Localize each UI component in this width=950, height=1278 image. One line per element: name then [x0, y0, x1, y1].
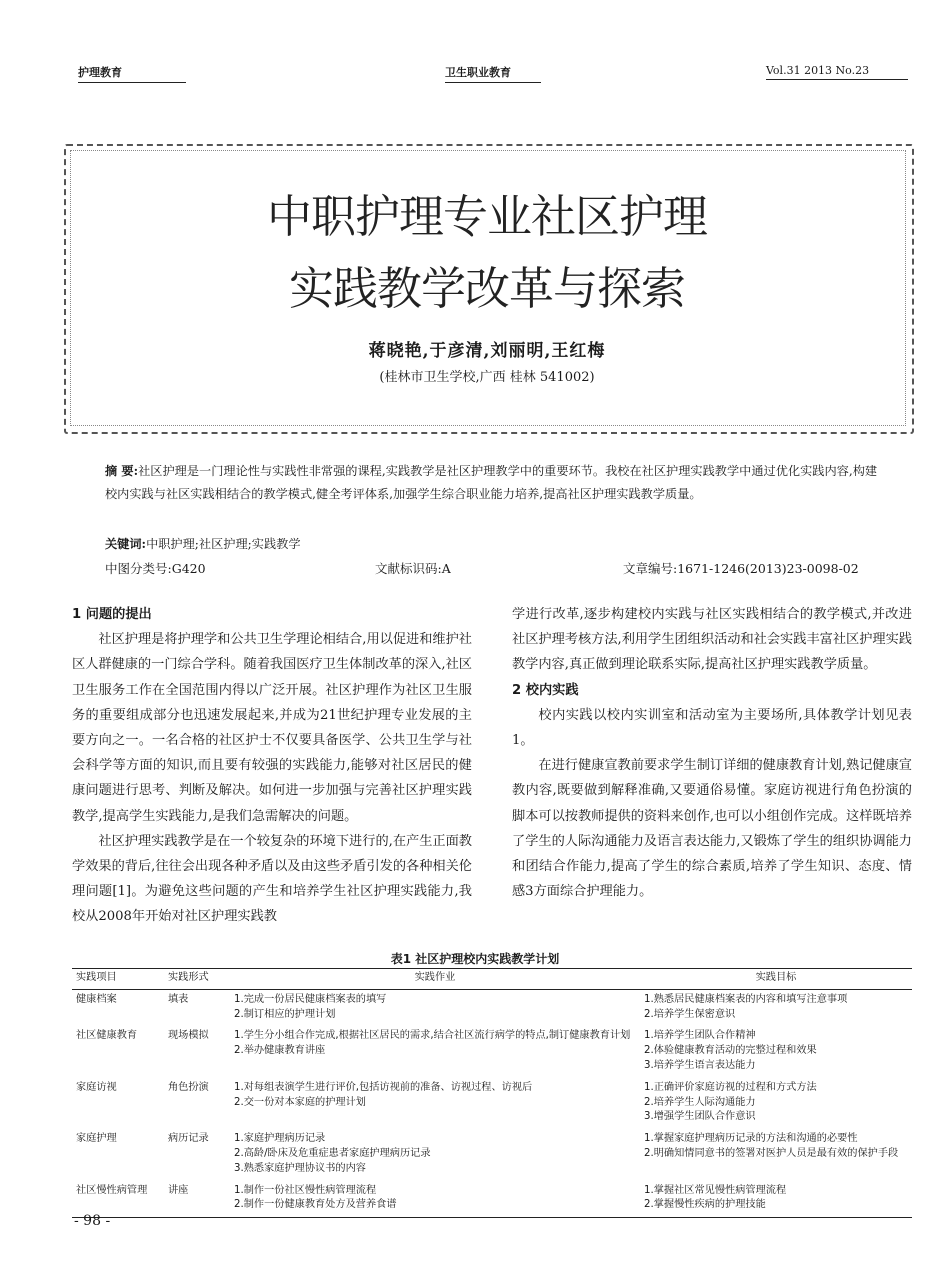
cell-practice-tasks-line: 2.举办健康教育讲座: [234, 1045, 326, 1057]
column-header: 实践目标: [640, 969, 912, 990]
cell-practice-tasks-line: 3.熟悉家庭护理协议书的内容: [234, 1162, 366, 1174]
practice-plan-table: [72, 968, 912, 1218]
document-code: 文献标识码:A: [375, 561, 451, 576]
cell-practice-tasks: [230, 1129, 640, 1180]
cell-practice-goals-line: 2.掌握慢性疾病的护理技能: [644, 1199, 766, 1211]
paragraph: 在进行健康宣教前要求学生制订详细的健康教育计划,熟记健康宣教内容,既要做到解释准确,又要通俗易懂。家庭访视进行角色扮演的脚本可以按教师提供的资料来创作,也可以小组创作完成。这样既培养了学生的人际沟通能力及语言表达能力,又锻炼了学生的组织协调能力和团结合作能力,提高了学生的综合素质,培养了学生知识、态度、情感3方面综合护理能力。: [512, 758, 912, 900]
paragraph: 社区护理实践教学是在一个较复杂的环境下进行的,在产生正面教学效果的背后,往往会出现各种矛盾以及由这些矛盾引发的各种相关伦理问题[1]。为避免这些问题的产生和培养学生社区护理实践能力,我校从2008年开始对社区护理实践教: [72, 833, 472, 925]
keywords: [105, 533, 885, 556]
cell-practice-item: 家庭访视: [76, 1081, 117, 1093]
body-column-right: [512, 602, 912, 904]
cell-practice-goals-line: 2.体验健康教育活动的完整过程和效果: [644, 1045, 817, 1057]
table-row: [72, 1129, 912, 1180]
cell-practice-goals-line: 2.明确知情同意书的签署对医护人员是最有效的保护手段: [644, 1147, 899, 1159]
table-row: [72, 1026, 912, 1077]
cell-practice-form: 填表: [168, 993, 189, 1005]
cell-practice-item: 社区健康教育: [76, 1030, 138, 1042]
cell-practice-goals-line: 3.培养学生语言表达能力: [644, 1059, 756, 1071]
body-column-left: [72, 602, 472, 930]
cell-practice-tasks-line: 1.对每组表演学生进行评价,包括访视前的准备、访视过程、访视后: [234, 1081, 533, 1093]
keywords-label: 关键词:: [105, 537, 147, 551]
cell-practice-goals-line: 1.掌握家庭护理病历记录的方法和沟通的必要性: [644, 1133, 858, 1145]
column-header: 实践项目: [72, 969, 164, 990]
cell-practice-goals-line: 1.掌握社区常见慢性病管理流程: [644, 1184, 787, 1196]
affiliation: (桂林市卫生学校,广西 桂林 541002): [379, 370, 595, 385]
column-header: 实践形式: [164, 969, 230, 990]
cell-practice-tasks: [230, 1078, 640, 1129]
cell-practice-form: 角色扮演: [168, 1081, 209, 1093]
table-row: [72, 1181, 912, 1218]
cell-practice-tasks-line: 2.制作一份健康教育处方及营养食谱: [234, 1199, 397, 1211]
table-body: [72, 989, 912, 1217]
running-header-section: 护理教育: [78, 64, 186, 83]
section-heading: 2 校内实践: [512, 682, 579, 698]
table-row: [72, 989, 912, 1026]
article-title-line2: 实践教学改革与探索: [288, 262, 685, 315]
cell-practice-tasks-line: 1.完成一份居民健康档案表的填写: [234, 993, 387, 1005]
cell-practice-tasks: [230, 1181, 640, 1218]
article-title-line1: 中职护理专业社区护理: [266, 190, 707, 243]
cell-practice-tasks: [230, 1026, 640, 1077]
cell-practice-tasks-line: 1.学生分小组合作完成,根据社区居民的需求,结合社区流行病学的特点,制订健康教育计划: [234, 1030, 631, 1042]
cell-practice-tasks-line: 2.高龄/卧床及危重症患者家庭护理病历记录: [234, 1147, 431, 1159]
clc-number: 中图分类号:G420: [105, 561, 206, 576]
abstract-text: 社区护理是一门理论性与实践性非常强的课程,实践教学是社区护理教学中的重要环节。我校在社区护理实践教学中通过优化实践内容,构建校内实践与社区实践相结合的教学模式,健全考评体系,加强学生综合职业能力培养,提高社区护理实践教学质量。: [105, 464, 878, 501]
page-number: - 98 -: [74, 1213, 111, 1229]
running-header-volume: Vol.31 2013 No.23: [766, 64, 908, 80]
column-header: 实践作业: [230, 969, 640, 990]
cell-practice-goals: [640, 1078, 912, 1129]
cell-practice-form: 病历记录: [168, 1133, 209, 1145]
paragraph-continued: 学进行改革,逐步构建校内实践与社区实践相结合的教学模式,并改进社区护理考核方法,利用学生团组织活动和社会实践丰富社区护理实践教学内容,真正做到理论联系实际,提高社区护理实践教学质量。: [512, 607, 912, 673]
cell-practice-goals-line: 1.熟悉居民健康档案表的内容和填写注意事项: [644, 993, 848, 1005]
cell-practice-goals: [640, 1026, 912, 1077]
cell-practice-goals-line: 1.正确评价家庭访视的过程和方式方法: [644, 1081, 817, 1093]
cell-practice-tasks-line: 1.家庭护理病历记录: [234, 1133, 326, 1145]
section-heading: 1 问题的提出: [72, 607, 152, 622]
abstract: [105, 460, 885, 506]
table-header-row: [72, 969, 912, 990]
cell-practice-goals-line: 2.培养学生保密意识: [644, 1008, 736, 1020]
table-row: [72, 1078, 912, 1129]
paragraph: 社区护理是将护理学和公共卫生学理论相结合,用以促进和维护社区人群健康的一门综合学科。随着我国医疗卫生体制改革的深入,社区卫生服务工作在全国范围内得以广泛开展。社区护理作为社区卫生服务的重要组成部分也迅速发展起来,并成为21世纪护理专业发展的主要方向之一。一名合格的社区护士不仅要具备医学、公共卫生学与社会科学等方面的知识,而且要有较强的实践能力,能够对社区居民的健康问题进行思考、判断及解决。如何进一步加强与完善社区护理实践教学,提高学生实践能力,是我们急需解决的问题。: [72, 632, 472, 824]
table-caption: 表1 社区护理校内实践教学计划: [390, 952, 560, 966]
cell-practice-form: 讲座: [164, 1181, 230, 1218]
cell-practice-tasks: [230, 989, 640, 1026]
abstract-label: 摘 要:: [105, 464, 139, 478]
cell-practice-form: 现场模拟: [168, 1030, 209, 1042]
cell-practice-goals-line: 1.培养学生团队合作精神: [644, 1030, 756, 1042]
keywords-text: 中职护理;社区护理;实践教学: [146, 537, 301, 551]
cell-practice-goals: [640, 1129, 912, 1180]
running-header-journal: 卫生职业教育: [445, 64, 541, 83]
cell-practice-goals-line: 3.增强学生团队合作意识: [644, 1111, 756, 1123]
cell-practice-goals: [640, 989, 912, 1026]
cell-practice-tasks-line: 1.制作一份社区慢性病管理流程: [234, 1184, 377, 1196]
cell-practice-tasks-line: 2.交一份对本家庭的护理计划: [234, 1096, 366, 1108]
cell-practice-goals: [640, 1181, 912, 1218]
cell-practice-tasks-line: 2.制订相应的护理计划: [234, 1008, 336, 1020]
authors: 蒋晓艳,于彦清,刘丽明,王红梅: [368, 341, 606, 361]
cell-practice-item: 家庭护理: [76, 1133, 117, 1145]
cell-practice-item: 健康档案: [76, 993, 117, 1005]
article-number: 文章编号:1671-1246(2013)23-0098-02: [623, 561, 859, 576]
cell-practice-item: 社区慢性病管理: [72, 1181, 164, 1218]
cell-practice-goals-line: 2.培养学生人际沟通能力: [644, 1096, 756, 1108]
paragraph: 校内实践以校内实训室和活动室为主要场所,具体教学计划见表1。: [512, 707, 912, 749]
